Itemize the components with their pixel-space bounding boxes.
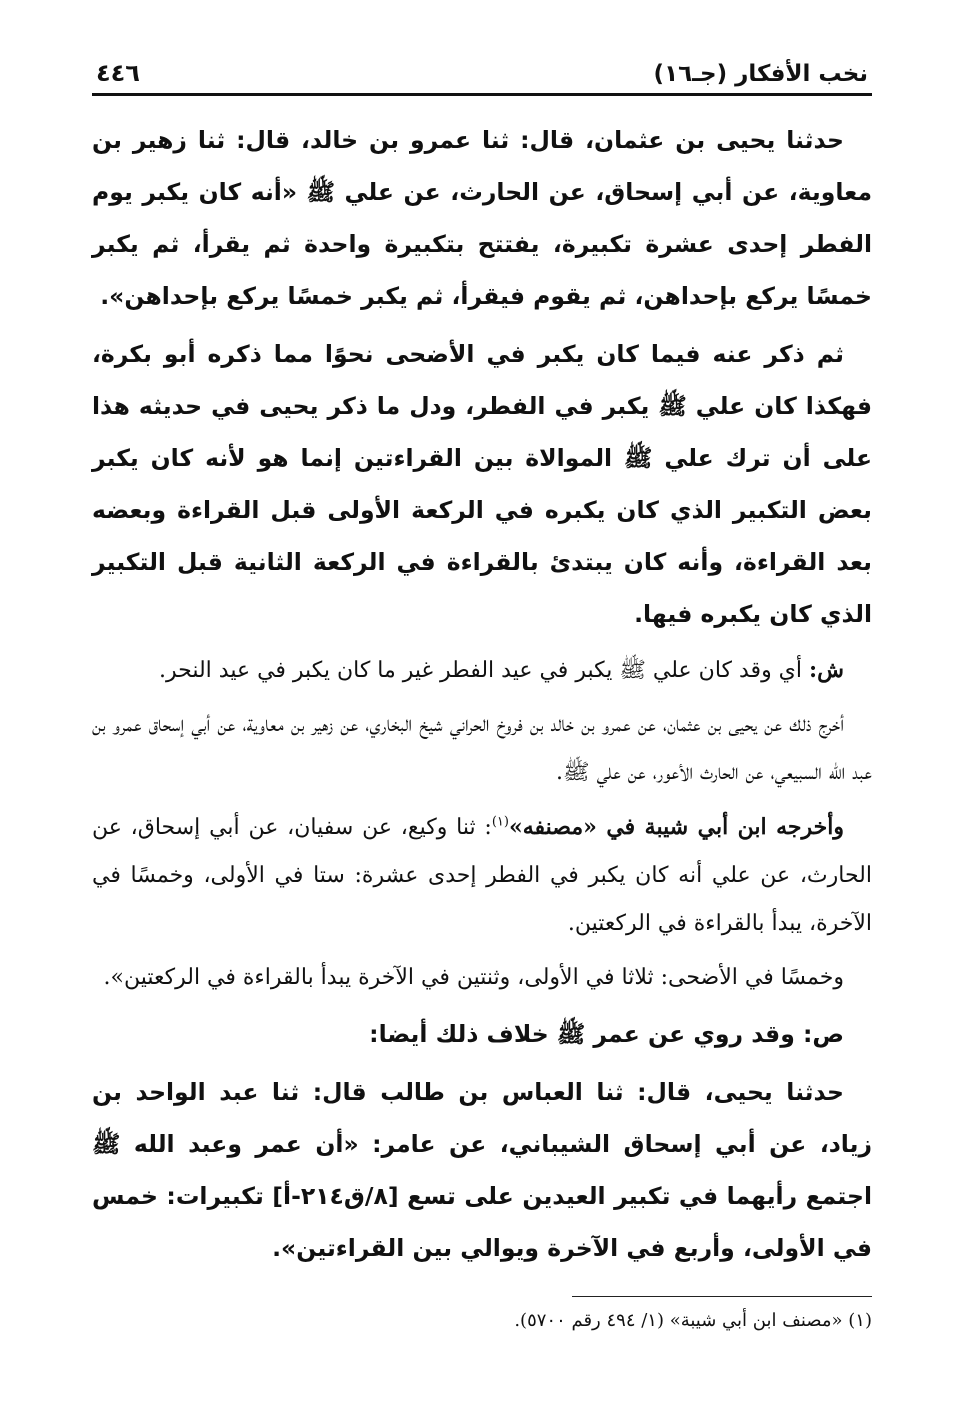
page-header — [92, 50, 872, 96]
sharh-paragraph-2: أخرج ذلك عن يحيى بن عثمان، عن عمرو بن خالد بن فروخ الحراني شيخ البخاري، عن زهير بن معاوية، عن أبي إسحاق عمرو بن عبد الله السبيعي، عن الحارث الأعور، عن علي ﷺ. — [92, 712, 872, 785]
source-label: وأخرجه ابن أبي شيبة في «مصنفه» — [508, 814, 844, 840]
matn-paragraph-1: حدثنا يحيى بن عثمان، قال: ثنا عمرو بن خالد، قال: ثنا زهير بن معاوية، عن أبي إسحاق، عن الحارث، عن علي ﷺ «أنه كان يكبر يوم الفطر إحدى عشرة تكبيرة، يفتتح بتكبيرة واحدة ثم يقرأ، ثم يكبر خمسًا يركع بإحداهن، ثم يقوم فيقرأ، ثم يكبر خمسًا يركع بإحداهن». — [92, 126, 872, 310]
matn-paragraph-3: حدثنا يحيى، قال: ثنا العباس بن طالب قال: ثنا عبد الواحد بن زياد، عن أبي إسحاق الشيباني، عن عامر: «أن عمر وعبد الله ﷺ اجتمع رأيهما في تكبير العيدين على تسع [٨/ق٢١٤-أ] تكبيرات: خمس في الأولى، وأربع في الآخرة ويوالي بين القراءتين». — [92, 1078, 873, 1262]
matn-paragraph-2: ثم ذكر عنه فيما كان يكبر في الأضحى نحوًا مما ذكره أبو بكرة، فهكذا كان علي ﷺ يكبر في الفطر، ودل ما ذكر يحيى في حديثه هذا على أن ترك علي ﷺ الموالاة بين القراءتين إنما هو لأنه كان يكبر بعض التكبير الذي كان يكبره في الركعة الأولى قبل القراءة وبعضه بعد القراءة، وأنه كان يبتدئ بالقراءة في الركعة الثانية قبل التكبير الذي كان يكبره فيها. — [92, 340, 872, 628]
book-page — [92, 50, 872, 1339]
matn-heading: ص: وقد روي عن عمر ﷺ خلاف ذلك أيضا: — [369, 1020, 844, 1048]
source-text: : ثنا وكيع، عن سفيان، عن أبي إسحاق، عن الحارث، عن علي أنه كان يكبر في الفطر إحدى عشرة: ستا في الأولى، وخمسًا في الآخرة، يبدأ بالقراءة في الركعتين. — [92, 815, 872, 936]
sharh-label: ش: — [809, 657, 844, 683]
sharh-paragraph-4: وخمسًا في الأضحى: ثلاثا في الأولى، وثنتين في الآخرة يبدأ بالقراءة في الركعتين». — [103, 965, 844, 990]
footnote-reference: (١) — [491, 814, 509, 830]
sharh-paragraph-1 — [92, 646, 872, 695]
page-number: ٤٤٦ — [96, 59, 140, 87]
running-title: نخب الأفكار (جـ١٦) — [653, 61, 868, 87]
sharh-text: أي وقد كان علي ﷺ يكبر في عيد الفطر غير ما كان يكبر في عيد النحر. — [158, 658, 810, 683]
page-body — [92, 114, 872, 1339]
footnote-divider — [572, 1296, 872, 1297]
footnote: (١) «مصنف ابن أبي شيبة» (١/ ٤٩٤ رقم ٥٧٠٠). — [514, 1310, 872, 1331]
sharh-paragraph-3 — [92, 803, 872, 948]
